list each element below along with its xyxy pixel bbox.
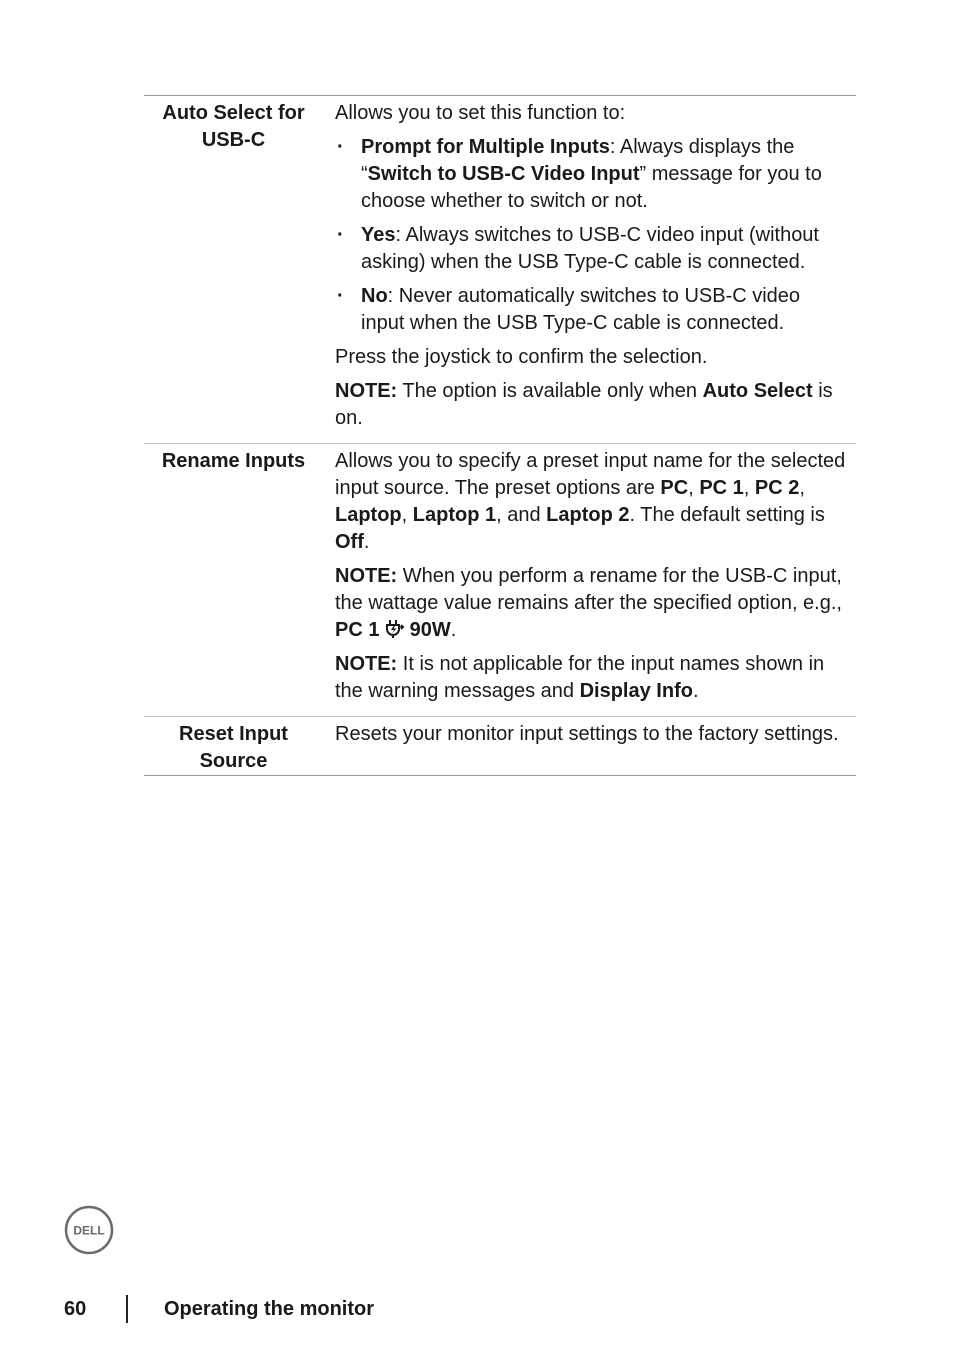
preset-option: PC 1: [699, 477, 744, 499]
list-item: [335, 134, 846, 215]
preset-option: PC: [660, 477, 689, 499]
row-label: [144, 444, 325, 716]
note-label: NOTE:: [335, 653, 398, 675]
table-row-reset-input-source: [144, 716, 856, 776]
description-text: Resets your monitor input settings to the factory settings.: [335, 723, 839, 745]
option-list: [335, 134, 846, 337]
note-bold: Auto Select: [702, 380, 813, 402]
preset-option: PC 2: [754, 477, 800, 499]
row-label-line: Source: [199, 750, 268, 772]
text-run: . The default setting is: [629, 504, 825, 526]
note: [335, 563, 846, 644]
footer-divider: [126, 1295, 128, 1323]
row-description: [325, 717, 856, 775]
note-text: The option is available only when: [397, 380, 703, 402]
note-text: It is not applicable for the input names shown in the warning messages and: [335, 653, 825, 702]
dell-logo: [64, 1205, 114, 1255]
row-label: [144, 96, 325, 443]
row-label-line: Auto Select for: [162, 102, 305, 124]
row-label: [144, 717, 325, 775]
logo-text: DELL: [73, 1223, 105, 1238]
note-text: is on.: [335, 380, 833, 429]
text-run: Allows you to specify a preset input name for the selected input source. The preset options are: [335, 450, 846, 499]
section-title: Operating the monitor: [164, 1297, 374, 1320]
option-name: Prompt for Multiple Inputs: [361, 136, 610, 158]
preset-option: Laptop 2: [546, 504, 630, 526]
page-number: 60: [64, 1297, 87, 1320]
row-label-line: Rename Inputs: [161, 450, 306, 472]
example-name: PC 1: [335, 619, 380, 641]
power-delivery-icon: [385, 619, 404, 639]
period: .: [363, 531, 370, 553]
option-text: ” message for you to choose whether to switch or not.: [361, 163, 822, 212]
period: .: [692, 680, 699, 702]
note: [335, 651, 846, 705]
row-description: [325, 444, 856, 716]
preset-option: Laptop: [335, 504, 402, 526]
row-label-line: Reset Input: [179, 723, 288, 745]
period: .: [450, 619, 457, 641]
separator: ,: [401, 504, 413, 526]
note-label: NOTE:: [335, 565, 398, 587]
separator: ,: [743, 477, 755, 499]
option-text: : Always displays the “: [361, 136, 795, 185]
row-description: [325, 96, 856, 443]
confirm-text: Press the joystick to confirm the selection.: [335, 346, 708, 368]
option-text: : Never automatically switches to USB-C video input when the USB Type-C cable is connected.: [361, 285, 801, 334]
page-footer: [64, 1294, 374, 1324]
preset-option: Laptop 1: [412, 504, 497, 526]
example-wattage: 90W: [409, 619, 451, 641]
separator: , and: [496, 504, 547, 526]
row-label-line: USB-C: [201, 129, 266, 151]
option-text: : Always switches to USB-C video input (without asking) when the USB Type-C cable is connected.: [361, 224, 819, 273]
default-value: Off: [335, 531, 364, 553]
note-label: NOTE:: [335, 380, 398, 402]
note-text: When you perform a rename for the USB-C input, the wattage value remains after the specified option, e.g.,: [335, 565, 842, 614]
option-name: Yes: [361, 224, 396, 246]
option-name: No: [361, 285, 388, 307]
table-row-auto-select-usbc: [144, 95, 856, 443]
note-bold: Display Info: [579, 680, 693, 702]
separator: ,: [799, 477, 805, 499]
list-item: [335, 222, 846, 276]
intro-text: Allows you to set this function to:: [335, 102, 626, 124]
note: [335, 378, 846, 432]
option-message-name: Switch to USB-C Video Input: [367, 163, 640, 185]
description-text: [335, 448, 846, 556]
separator: ,: [688, 477, 700, 499]
settings-table: [64, 95, 856, 776]
table-row-rename-inputs: [144, 443, 856, 716]
list-item: [335, 283, 846, 337]
